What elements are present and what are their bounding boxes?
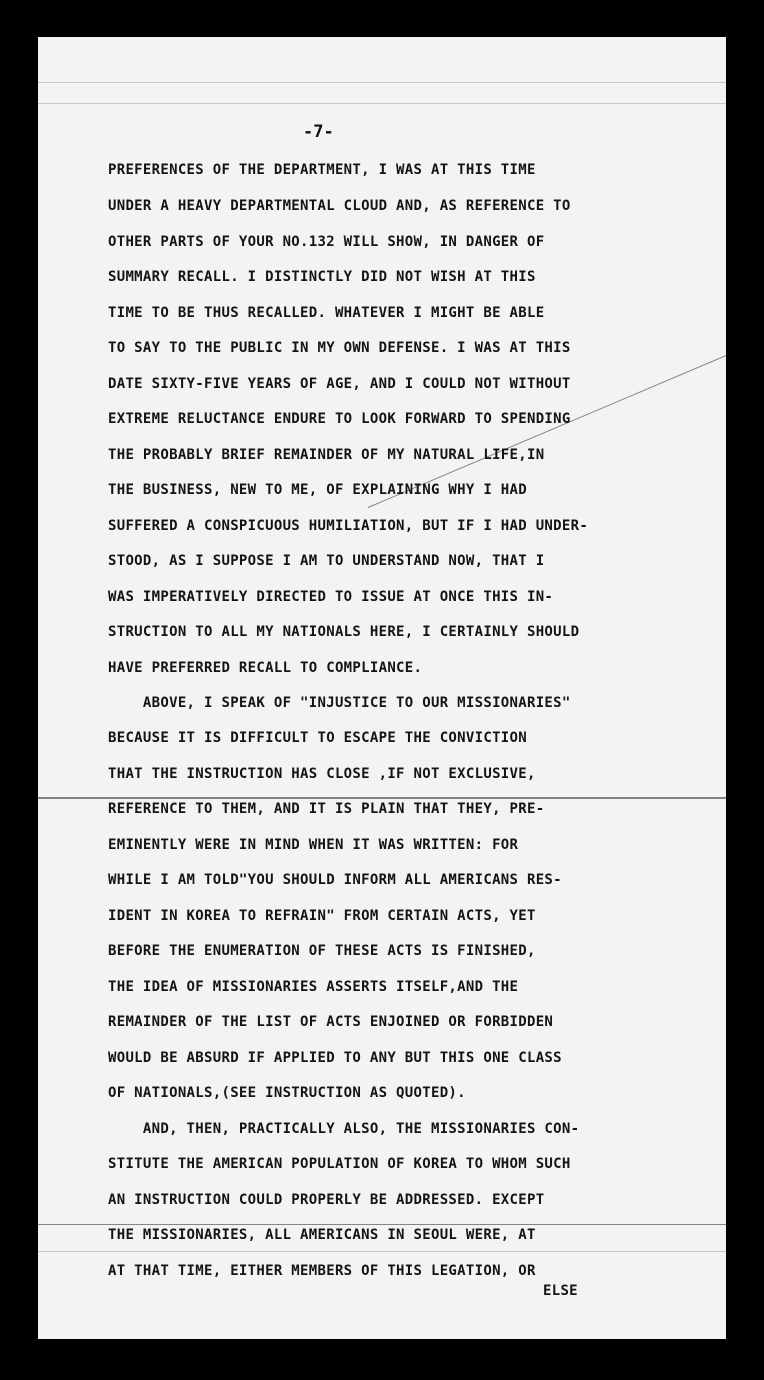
text-line: SUFFERED A CONSPICUOUS HUMILIATION, BUT IF I HAD UNDER- <box>108 518 589 534</box>
text-line: THE MISSIONARIES, ALL AMERICANS IN SEOUL WERE, AT <box>108 1227 536 1243</box>
text-line: BEFORE THE ENUMERATION OF THESE ACTS IS FINISHED, <box>108 943 536 959</box>
text-line: ABOVE, I SPEAK OF "INJUSTICE TO OUR MISSIONARIES" <box>108 695 571 711</box>
text-line: WHILE I AM TOLD"YOU SHOULD INFORM ALL AMERICANS RES- <box>108 872 562 888</box>
text-line: THE BUSINESS, NEW TO ME, OF EXPLAINING WHY I HAD <box>108 482 527 498</box>
text-line: AND, THEN, PRACTICALLY ALSO, THE MISSIONARIES CON- <box>108 1121 580 1137</box>
text-line: REFERENCE TO THEM, AND IT IS PLAIN THAT THEY, PRE- <box>108 801 545 817</box>
text-line: AT THAT TIME, EITHER MEMBERS OF THIS LEGATION, OR <box>108 1263 536 1279</box>
text-line: AN INSTRUCTION COULD PROPERLY BE ADDRESSED. EXCEPT <box>108 1192 545 1208</box>
text-line: STITUTE THE AMERICAN POPULATION OF KOREA TO WHOM SUCH <box>108 1156 571 1172</box>
text-line: DATE SIXTY-FIVE YEARS OF AGE, AND I COULD NOT WITHOUT <box>108 376 571 392</box>
text-line: THAT THE INSTRUCTION HAS CLOSE ,IF NOT EXCLUSIVE, <box>108 766 536 782</box>
text-line: THE IDEA OF MISSIONARIES ASSERTS ITSELF,AND THE <box>108 979 519 995</box>
document-page <box>38 37 726 1339</box>
text-line: IDENT IN KOREA TO REFRAIN" FROM CERTAIN ACTS, YET <box>108 908 536 924</box>
text-line: THE PROBABLY BRIEF REMAINDER OF MY NATURAL LIFE,IN <box>108 447 545 463</box>
page-number: -7- <box>303 122 334 142</box>
text-line: OF NATIONALS,(SEE INSTRUCTION AS QUOTED). <box>108 1085 466 1101</box>
text-line: EXTREME RELUCTANCE ENDURE TO LOOK FORWARD TO SPENDING <box>108 411 571 427</box>
text-line: WOULD BE ABSURD IF APPLIED TO ANY BUT THIS ONE CLASS <box>108 1050 562 1066</box>
text-line: EMINENTLY WERE IN MIND WHEN IT WAS WRITTEN: FOR <box>108 837 519 853</box>
text-line: SUMMARY RECALL. I DISTINCTLY DID NOT WISH AT THIS <box>108 269 536 285</box>
text-line: STRUCTION TO ALL MY NATIONALS HERE, I CERTAINLY SHOULD <box>108 624 580 640</box>
typed-letter-body <box>38 37 726 1339</box>
text-line: REMAINDER OF THE LIST OF ACTS ENJOINED OR FORBIDDEN <box>108 1014 554 1030</box>
text-line: PREFERENCES OF THE DEPARTMENT, I WAS AT THIS TIME <box>108 162 536 178</box>
text-line: WAS IMPERATIVELY DIRECTED TO ISSUE AT ONCE THIS IN- <box>108 589 554 605</box>
text-line: TO SAY TO THE PUBLIC IN MY OWN DEFENSE. I WAS AT THIS <box>108 340 571 356</box>
catchword: ELSE <box>543 1283 578 1299</box>
text-line: OTHER PARTS OF YOUR NO.132 WILL SHOW, IN DANGER OF <box>108 234 545 250</box>
text-line: UNDER A HEAVY DEPARTMENTAL CLOUD AND, AS REFERENCE TO <box>108 198 571 214</box>
text-line: BECAUSE IT IS DIFFICULT TO ESCAPE THE CONVICTION <box>108 730 527 746</box>
text-line: STOOD, AS I SUPPOSE I AM TO UNDERSTAND NOW, THAT I <box>108 553 545 569</box>
text-line: TIME TO BE THUS RECALLED. WHATEVER I MIGHT BE ABLE <box>108 305 545 321</box>
text-line: HAVE PREFERRED RECALL TO COMPLIANCE. <box>108 660 423 676</box>
